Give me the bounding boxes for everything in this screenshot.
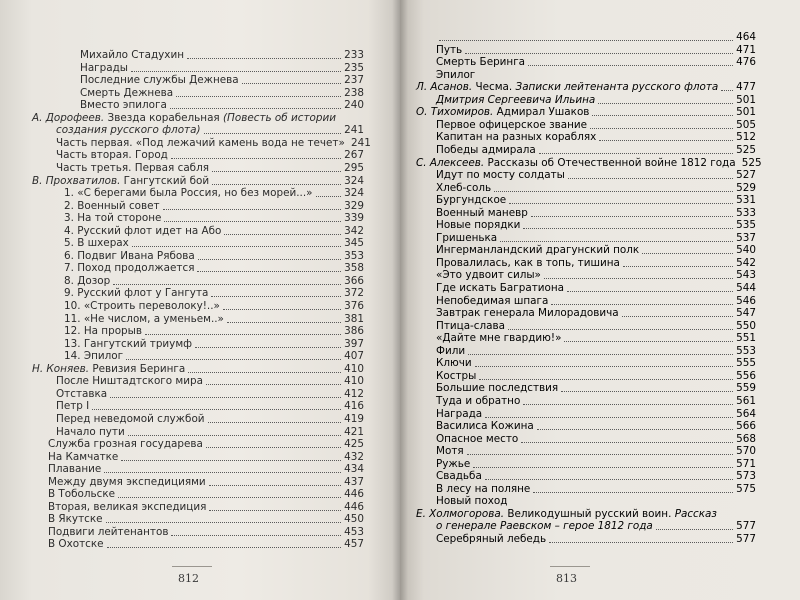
toc-author: Л. Асанов. [416,81,473,94]
toc-title: В Охотске [48,538,104,551]
toc-page-number: 240 [344,99,364,112]
toc-title: Великодушный русский воин. [504,507,675,520]
toc-leader-dots [523,227,733,229]
toc-title: В Тобольске [48,488,116,501]
toc-leader-dots [121,459,341,461]
toc-title: Опасное место [436,432,519,445]
toc-page-number: 570 [736,445,756,458]
toc-subtitle: Рассказ [674,507,717,520]
toc-leader-dots [208,421,341,423]
toc-page-number: 345 [344,237,364,250]
toc-title: В Якутске [48,513,103,526]
toc-page-number: 450 [344,513,364,526]
toc-leader-dots [564,340,733,342]
toc-page-number: 577 [736,520,756,533]
toc-page-number: 324 [344,187,364,200]
toc-leader-dots [467,453,733,455]
toc-author: А. Дорофеев. [32,111,105,124]
toc-leader-dots [475,365,733,367]
toc-page-number: 324 [344,174,364,187]
toc-page-number: 564 [736,407,756,420]
toc-title: Чесма. [472,81,516,94]
toc-leader-dots [92,408,341,410]
toc-leader-dots [197,270,341,272]
toc-leader-dots [509,202,733,204]
toc-author: В. Прохватилов. [32,174,121,187]
toc-leader-dots [171,534,341,536]
toc-page-number: 410 [344,375,364,388]
toc-leader-dots [567,290,733,292]
toc-page-number: 342 [344,224,364,237]
toc-leader-dots [485,416,733,418]
toc-page-number: 555 [736,357,756,370]
toc-author: Е. Холмогорова. [416,507,505,520]
toc-page-number: 477 [736,81,756,94]
toc-title: Свадьба [436,470,482,483]
toc-page-number: 568 [736,432,756,445]
toc-leader-dots [198,258,341,260]
toc-leader-dots [439,39,733,41]
toc-leader-dots [187,57,341,59]
right-page-number: 813 [556,572,577,585]
toc-title: Награда [436,407,483,420]
toc-page-number: 432 [344,450,364,463]
toc-title: 11. «Не числом, а уменьем..» [64,312,224,325]
toc-page-number: 238 [344,86,364,99]
toc-page-number: 372 [344,287,364,300]
toc-leader-dots [164,220,341,222]
toc-subtitle: Записки лейтенанта русского флота [515,81,719,94]
toc-page-number: 551 [736,332,756,345]
toc-title: Ружье [436,457,471,470]
toc-leader-dots [494,190,733,192]
toc-page-number: 556 [736,369,756,382]
toc-title: Плавание [48,463,102,476]
toc-leader-dots [468,353,733,355]
toc-page-number: 543 [736,269,756,282]
toc-title: Звезда корабельная [104,111,223,124]
toc-page-number: 525 [736,143,756,156]
toc-leader-dots [145,333,341,335]
toc-leader-dots [128,434,341,436]
toc-page-number: 453 [344,525,364,538]
toc-title: Адмирал Ушаков [493,106,590,119]
toc-page-number: 527 [736,169,756,182]
toc-leader-dots [227,321,341,323]
toc-page-number: 235 [344,61,364,74]
toc-title: Часть первая. «Под лежачий камень вода не течет» [56,136,345,149]
toc-page-number: 561 [736,394,756,407]
toc-page-number: 533 [736,206,756,219]
toc-leader-dots [206,446,341,448]
toc-leader-dots [537,428,733,430]
toc-title: 7. Поход продолжается [64,262,195,275]
toc-page-number: 412 [344,387,364,400]
toc-title: Победы адмирала [436,143,536,156]
toc-leader-dots [195,346,341,348]
toc-page-number: 410 [344,362,364,375]
toc-page-number: 295 [344,161,364,174]
toc-page-number: 381 [344,312,364,325]
toc-leader-dots [131,70,341,72]
toc-title: 4. Русский флот идет на Або [64,224,222,237]
toc-title: Начало пути [56,425,125,438]
toc-title: Военный маневр [436,206,528,219]
toc-title: Непобедимая шпага [436,294,549,307]
toc-leader-dots [561,390,733,392]
toc-leader-dots [592,114,733,116]
toc-page-number: 241 [344,124,364,137]
toc-leader-dots [521,441,733,443]
toc-page-number: 501 [736,93,756,106]
toc-page-number: 437 [344,475,364,488]
toc-title: Капитан на разных кораблях [436,131,597,144]
toc-page-number: 505 [736,118,756,131]
toc-title: Где искать Багратиона [436,282,565,294]
toc-author: Н. Коняев. [32,362,90,375]
toc-title: Новые порядки [436,219,521,232]
toc-leader-dots [104,471,341,473]
toc-page-number: 559 [736,382,756,395]
toc-page-number: 531 [736,194,756,207]
toc-page-number: 540 [736,244,756,257]
toc-leader-dots [209,484,341,486]
toc-leader-dots [110,396,341,398]
toc-leader-dots [485,478,733,480]
toc-page-number: 573 [736,470,756,483]
toc-page-number: 376 [344,300,364,312]
toc-title: Петр I [56,400,90,413]
toc-leader-dots [212,170,341,172]
toc-page-number: 421 [344,425,364,438]
toc-leader-dots [206,383,341,385]
toc-title: Василиса Кожина [436,420,534,433]
toc-title: Серебряный лебедь [436,533,547,545]
toc-title: После Ништадтского мира [56,375,203,388]
toc-page-number: 339 [344,212,364,225]
toc-page-number: 233 [344,49,364,61]
toc-page-number: 553 [736,344,756,357]
toc-leader-dots [106,521,341,523]
toc-title: Смерть Беринга [436,56,526,69]
toc-title: Последние службы Дежнева [80,74,239,87]
toc-title: Вторая, великая экспедиция [48,500,207,513]
toc-title: Подвиги лейтенантов [48,525,169,538]
toc-title: Эпилог [436,68,476,81]
toc-title: 5. В шхерах [64,237,129,250]
book-gutter [392,0,408,600]
toc-page-number: 416 [344,400,364,413]
toc-title: Туда и обратно [436,394,521,407]
toc-page-number: 547 [736,307,756,320]
toc-title: Первое офицерское звание [436,118,588,131]
toc-title: Рассказы об Отечественной войне 1812 года [484,156,736,169]
toc-title: Ключи [436,357,472,370]
toc-title: Михайло Стадухин [80,49,184,61]
toc-page-number: 267 [344,149,364,162]
toc-page-number: 577 [736,533,756,545]
toc-title: Отставка [56,387,108,400]
toc-leader-dots [113,283,341,285]
toc-title: о генерале Раевском – герое 1812 года [436,520,653,533]
toc-leader-dots [465,52,733,54]
toc-page-number: 525 [741,156,762,169]
toc-page-number: 407 [344,350,364,363]
toc-leader-dots [473,466,733,468]
toc-title: Идут по мосту солдаты [436,169,565,182]
toc-title: Гришенька [436,231,498,244]
toc-page-number: 237 [344,74,364,87]
toc-page-number: 446 [344,488,364,501]
toc-page-number: 471 [736,43,756,56]
toc-page-number: 501 [736,106,756,119]
toc-leader-dots [163,208,341,210]
toc-page-number: 571 [736,457,756,470]
toc-title: «Дайте мне гвардию!» [436,332,562,345]
toc-title: Перед неведомой службой [56,412,205,425]
toc-entry [416,532,756,546]
toc-title: Гангутский бой [120,174,210,187]
toc-title: 12. На прорыв [64,325,142,338]
right-page-number-rule [550,566,590,567]
toc-page-number: 425 [344,438,364,451]
toc-leader-dots [523,403,733,405]
toc-leader-dots [721,89,733,91]
toc-title: Между двумя экспедициями [48,475,206,488]
toc-page-number: 476 [736,56,756,69]
toc-page-number: 397 [344,337,364,350]
toc-title: Фили [436,344,466,357]
toc-title: Провалилась, как в топь, тишина [436,256,620,269]
toc-entry [32,537,364,551]
toc-leader-dots [478,78,733,79]
toc-leader-dots [590,127,733,129]
toc-title: 1. «С берегами была Россия, но без морей...» [64,187,313,200]
toc-leader-dots [132,245,341,247]
toc-subtitle: (Повесть об истории [223,111,336,124]
toc-leader-dots [212,183,341,185]
toc-leader-dots [188,371,341,373]
toc-leader-dots [549,541,733,543]
toc-title: Мотя [436,445,464,458]
toc-title: Награды [80,61,128,74]
toc-page-number: 575 [736,482,756,495]
toc-title: 13. Гангутский триумф [64,337,193,350]
toc-author: О. Тихомиров. [416,106,494,119]
toc-page-number: 544 [736,282,756,294]
toc-title: Ингерманландский драгунский полк [436,244,640,257]
toc-page-number: 386 [344,325,364,338]
toc-leader-dots [544,277,733,279]
toc-title: 8. Дозор [64,274,111,287]
toc-title: создания русского флота) [56,124,201,137]
toc-page-number: 529 [736,181,756,194]
toc-title: Часть вторая. Город [56,149,168,162]
toc-page-number: 353 [344,249,364,262]
toc-leader-dots [339,121,341,122]
toc-title: Часть третья. Первая сабля [56,161,209,174]
toc-title: Вместо эпилога [80,99,167,112]
toc-title: Бургундское [436,194,507,207]
toc-leader-dots [508,328,733,330]
toc-title: 3. На той стороне [64,212,162,225]
toc-title: 9. Русский флот у Гангута [64,287,209,300]
toc-page-number: 366 [344,274,364,287]
toc-page-number: 329 [344,199,364,212]
toc-title: «Это удвоит силы» [436,269,541,282]
toc-leader-dots [171,157,341,159]
toc-title: Птица-слава [436,319,506,332]
toc-page-number: 542 [736,256,756,269]
toc-page-number: 464 [736,31,756,43]
toc-title: 14. Эпилог [64,350,124,363]
toc-leader-dots [531,215,733,217]
toc-title: Хлеб-соль [436,181,492,194]
toc-leader-dots [656,528,733,530]
toc-page-number: 419 [344,412,364,425]
toc-leader-dots [204,132,341,134]
toc-page-number: 446 [344,500,364,513]
toc-page-number: 358 [344,262,364,275]
toc-leader-dots [551,303,733,305]
toc-leader-dots [720,517,733,518]
left-page-number: 812 [178,572,199,585]
toc-leader-dots [528,64,733,66]
toc-title: В лесу на поляне [436,482,531,495]
toc-author: С. Алексеев. [416,156,485,169]
toc-page-number: 546 [736,294,756,307]
toc-title: Завтрак генерала Милорадовича [436,307,619,320]
toc-leader-dots [223,308,341,310]
toc-title: 6. Подвиг Ивана Рябова [64,249,195,262]
toc-leader-dots [500,240,733,242]
toc-page-number: 457 [344,538,364,551]
toc-page-number: 550 [736,319,756,332]
toc-leader-dots [533,491,733,493]
toc-title: На Камчатке [48,450,119,463]
toc-leader-dots [242,82,341,84]
toc-title: Большие последствия [436,382,559,395]
toc-title: 10. «Строить переволоку!..» [64,300,220,312]
toc-title: 2. Военный совет [64,199,160,212]
toc-title: Служба грозная государева [48,438,203,451]
toc-leader-dots [170,107,341,109]
toc-title: Костры [436,369,477,382]
toc-leader-dots [316,195,341,197]
toc-leader-dots [211,295,341,297]
toc-leader-dots [623,265,733,267]
toc-leader-dots [176,95,341,97]
toc-leader-dots [539,152,733,154]
toc-leader-dots [209,509,341,511]
toc-page-number: 512 [736,131,756,144]
toc-leader-dots [598,102,733,104]
toc-page-number: 434 [344,463,364,476]
toc-leader-dots [642,252,733,254]
toc-title: Ревизия Беринга [89,362,186,375]
toc-leader-dots [568,177,733,179]
left-page-number-rule [172,566,212,567]
toc-page-number: 566 [736,420,756,433]
toc-leader-dots [622,315,733,317]
toc-title: Дмитрия Сергеевича Ильина [436,93,596,106]
toc-page-number: 241 [351,136,371,149]
toc-title: Смерть Дежнева [80,86,174,99]
toc-title: Новый поход [436,495,508,508]
toc-leader-dots [599,139,733,141]
toc-leader-dots [107,546,341,548]
toc-leader-dots [479,378,733,380]
toc-leader-dots [126,358,341,360]
toc-leader-dots [224,233,341,235]
toc-title: Путь [436,43,463,56]
toc-leader-dots [510,504,733,505]
toc-page-number: 535 [736,219,756,232]
toc-leader-dots [118,496,341,498]
toc-page-number: 537 [736,231,756,244]
